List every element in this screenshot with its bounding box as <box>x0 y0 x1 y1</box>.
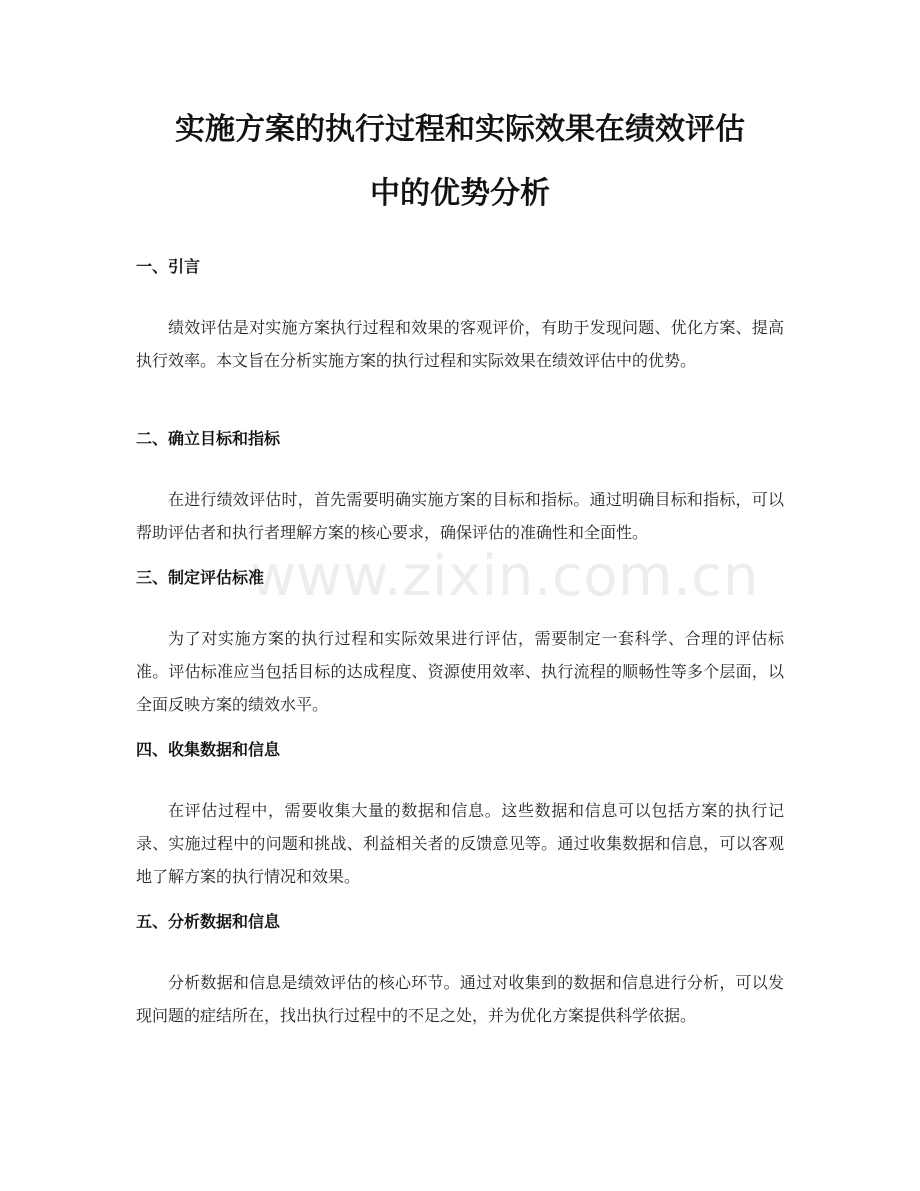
section-paragraph: 分析数据和信息是绩效评估的核心环节。通过对收集到的数据和信息进行分析，可以发现问题的症结所在，找出执行过程中的不足之处，并为优化方案提供科学依据。 <box>136 973 784 1025</box>
section-goals-and-indicators <box>136 427 784 549</box>
section-heading: 三、制定评估标准 <box>136 568 265 587</box>
section-paragraph: 为了对实施方案的执行过程和实际效果进行评估，需要制定一套科学、合理的评估标准。评估标准应当包括目标的达成程度、资源使用效率、执行流程的顺畅性等多个层面，以全面反映方案的绩效水平。 <box>136 629 784 714</box>
document-title-line-2: 中的优势分析 <box>370 176 550 211</box>
section-heading: 二、确立目标和指标 <box>136 429 281 448</box>
document-title-line-1: 实施方案的执行过程和实际效果在绩效评估 <box>175 112 745 147</box>
section-introduction <box>136 255 784 377</box>
watermark: www.zixin.com.cn <box>250 544 759 609</box>
section-collect-data <box>136 738 784 893</box>
section-heading: 四、收集数据和信息 <box>136 740 281 759</box>
section-paragraph: 绩效评估是对实施方案执行过程和效果的客观评价，有助于发现问题、优化方案、提高执行效率。本文旨在分析实施方案的执行过程和实际效果在绩效评估中的优势。 <box>136 318 784 370</box>
section-paragraph: 在评估过程中，需要收集大量的数据和信息。这些数据和信息可以包括方案的执行记录、实施过程中的问题和挑战、利益相关者的反馈意见等。通过收集数据和信息，可以客观地了解方案的执行情况和效果。 <box>136 801 784 886</box>
section-evaluation-criteria <box>136 566 784 721</box>
section-heading: 一、引言 <box>136 257 201 276</box>
section-paragraph: 在进行绩效评估时，首先需要明确实施方案的目标和指标。通过明确目标和指标，可以帮助评估者和执行者理解方案的核心要求，确保评估的准确性和全面性。 <box>136 490 784 542</box>
section-heading: 五、分析数据和信息 <box>136 912 281 931</box>
section-analyze-data <box>136 910 784 1032</box>
